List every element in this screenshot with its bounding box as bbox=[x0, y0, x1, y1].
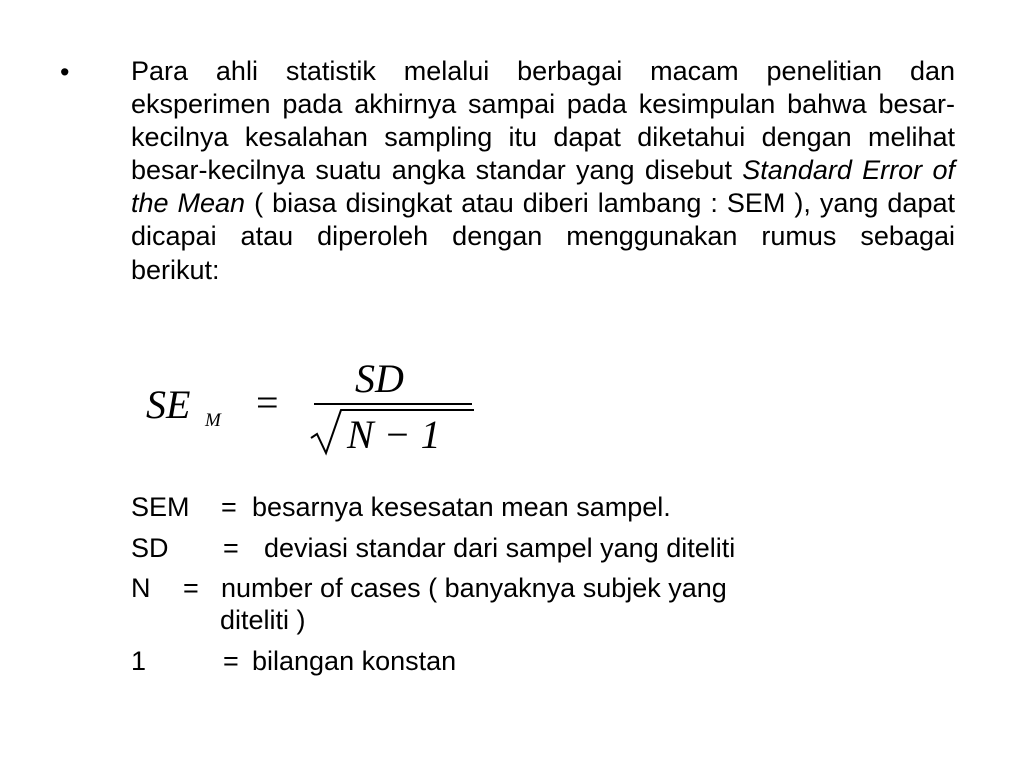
paragraph-italic-term: Standard Error of the Mean bbox=[131, 155, 955, 219]
definition-term: SEM bbox=[131, 492, 190, 522]
formula-numerator: SD bbox=[355, 356, 404, 401]
definition-equals: = bbox=[221, 492, 237, 522]
definition-term: SD bbox=[131, 533, 169, 563]
paragraph-text-intro: Para ahli statistik melalui berbagai macam penelitian dan eksperimen pada akhirnya sampai pada kesimpulan bahwa besar- kecilnya kesalahan sampling itu dapat diketahui dengan melihat besar-kecilnya suatu angka standar yang disebut bbox=[131, 56, 955, 186]
formula-lhs-subscript: M bbox=[205, 410, 221, 431]
definition-equals: = bbox=[223, 646, 239, 676]
paragraph-text-outro: ( biasa disingkat atau diberi lambang : SEM ), yang dapat dicapai atau diperoleh dengan menggunakan rumus sebagai berikut: bbox=[131, 188, 955, 285]
bullet-marker: • bbox=[60, 57, 70, 87]
definition-term: N bbox=[131, 573, 151, 603]
formula-equals: = bbox=[256, 380, 279, 425]
formula-lhs: SE bbox=[146, 382, 191, 427]
definition-description: bilangan konstan bbox=[252, 646, 457, 676]
definition-equals: = bbox=[183, 573, 199, 603]
formula-denominator: N − 1 bbox=[347, 412, 441, 457]
definition-equals: = bbox=[223, 533, 239, 563]
definition-term: 1 bbox=[131, 646, 147, 676]
main-paragraph bbox=[131, 55, 955, 287]
definition-description: deviasi standar dari sampel yang diteliti bbox=[264, 533, 736, 563]
definition-description-continuation: diteliti ) bbox=[220, 605, 306, 635]
sem-formula-svg bbox=[140, 352, 500, 462]
definition-description: besarnya kesesatan mean sampel. bbox=[252, 492, 671, 522]
definition-description: number of cases ( banyaknya subjek yang bbox=[221, 573, 727, 603]
sem-formula bbox=[140, 352, 500, 462]
